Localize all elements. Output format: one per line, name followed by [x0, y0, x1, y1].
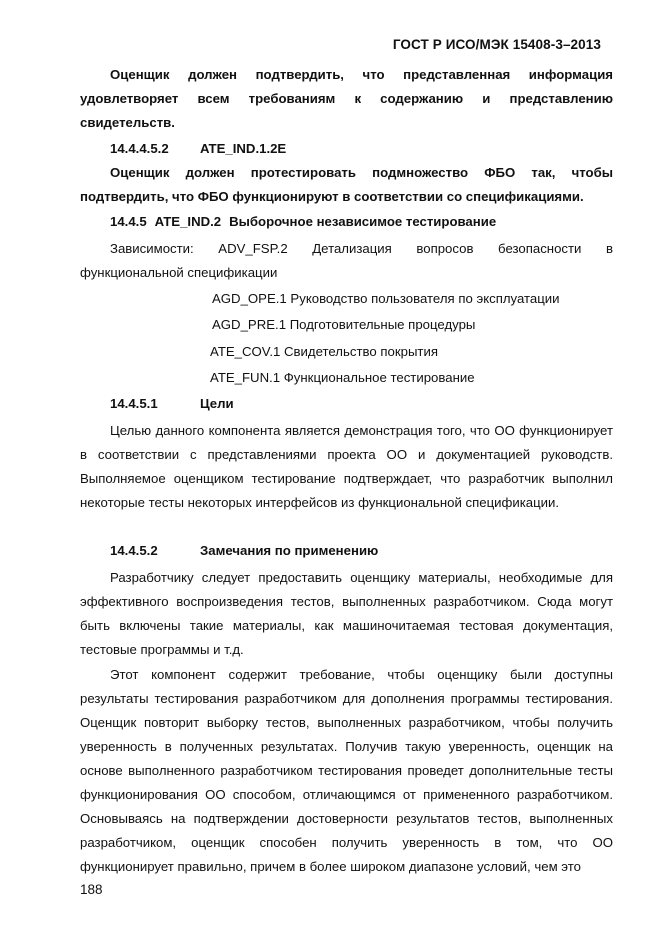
paragraph-evaluator-test: Оценщик должен протестировать подмножество ФБО так, чтобы подтвердить, что ФБО функционируют в соответствии со спецификациями. — [80, 165, 613, 204]
section-heading-14-4-5-1 — [110, 392, 234, 416]
section-number: 14.4.4.5.2 — [110, 141, 169, 156]
section-number: 14.4.5 — [110, 214, 147, 229]
section-heading-14-4-5 — [110, 210, 496, 234]
paragraph-application-notes-1: Разработчику следует предоставить оценщику материалы, необходимые для эффективного воспроизведения тестов, выполненных разработчиком. Сюда могут быть включены такие материалы, как машиночитаемая тестовая документация, тестовые программы и т.д. — [80, 570, 613, 657]
paragraph-evaluator-confirm: Оценщик должен подтвердить, что представленная информация удовлетворяет всем требованиям к содержанию и представлению свидетельств. — [80, 67, 613, 130]
section-number: 14.4.5.2 — [110, 543, 158, 558]
dependency-item: ATE_COV.1 Свидетельство покрытия — [210, 344, 438, 359]
paragraph-objectives: Целью данного компонента является демонстрация того, что ОО функционирует в соответствии с представлениями проекта ОО и документацией руководств. Выполняемое оценщиком тестирование подтверждает, что разработчик выполнил некоторые тесты некоторых интерфейсов из функциональной спецификации. — [80, 423, 613, 510]
section-title: Выборочное независимое тестирование — [229, 214, 497, 229]
dependency-item: AGD_OPE.1 Руководство пользователя по эксплуатации — [212, 291, 560, 306]
document-header: ГОСТ Р ИСО/МЭК 15408-3–2013 — [392, 37, 601, 52]
section-title: ATE_IND.1.2E — [200, 141, 287, 156]
section-heading-14-4-4-5-2 — [110, 137, 286, 161]
page-number: 188 — [80, 882, 103, 897]
dependency-item: AGD_PRE.1 Подготовительные процедуры — [212, 317, 476, 332]
section-title: Замечания по применению — [200, 543, 379, 558]
paragraph-application-notes-2: Этот компонент содержит требование, чтобы оценщику были доступны результаты тестирования разработчиком для дополнения программы тестирования. Оценщик повторит выборку тестов, выполненных разработчиком, чтобы получить уверенность в полученных результатах. Получив такую уверенность, оценщик на основе выполненного разработчиком тестирования проведет дополнительные тесты функционирования ОО способом, отличающимся от примененного разработчиком. Основываясь на подтверждении достоверности результатов тестов, выполненных разработчиком, оценщик способен получить уверенность в том, что ОО функционирует правильно, причем в более широком диапазоне условий, чем это — [80, 667, 613, 874]
dependencies-intro: Зависимости: ADV_FSP.2 Детализация вопросов безопасности в функциональной спецификации — [80, 241, 613, 280]
dependency-item: ATE_FUN.1 Функциональное тестирование — [210, 370, 475, 385]
section-heading-14-4-5-2 — [110, 539, 378, 563]
section-number: 14.4.5.1 — [110, 396, 158, 411]
component-code: ATE_IND.2 — [154, 214, 222, 229]
section-title: Цели — [200, 396, 234, 411]
